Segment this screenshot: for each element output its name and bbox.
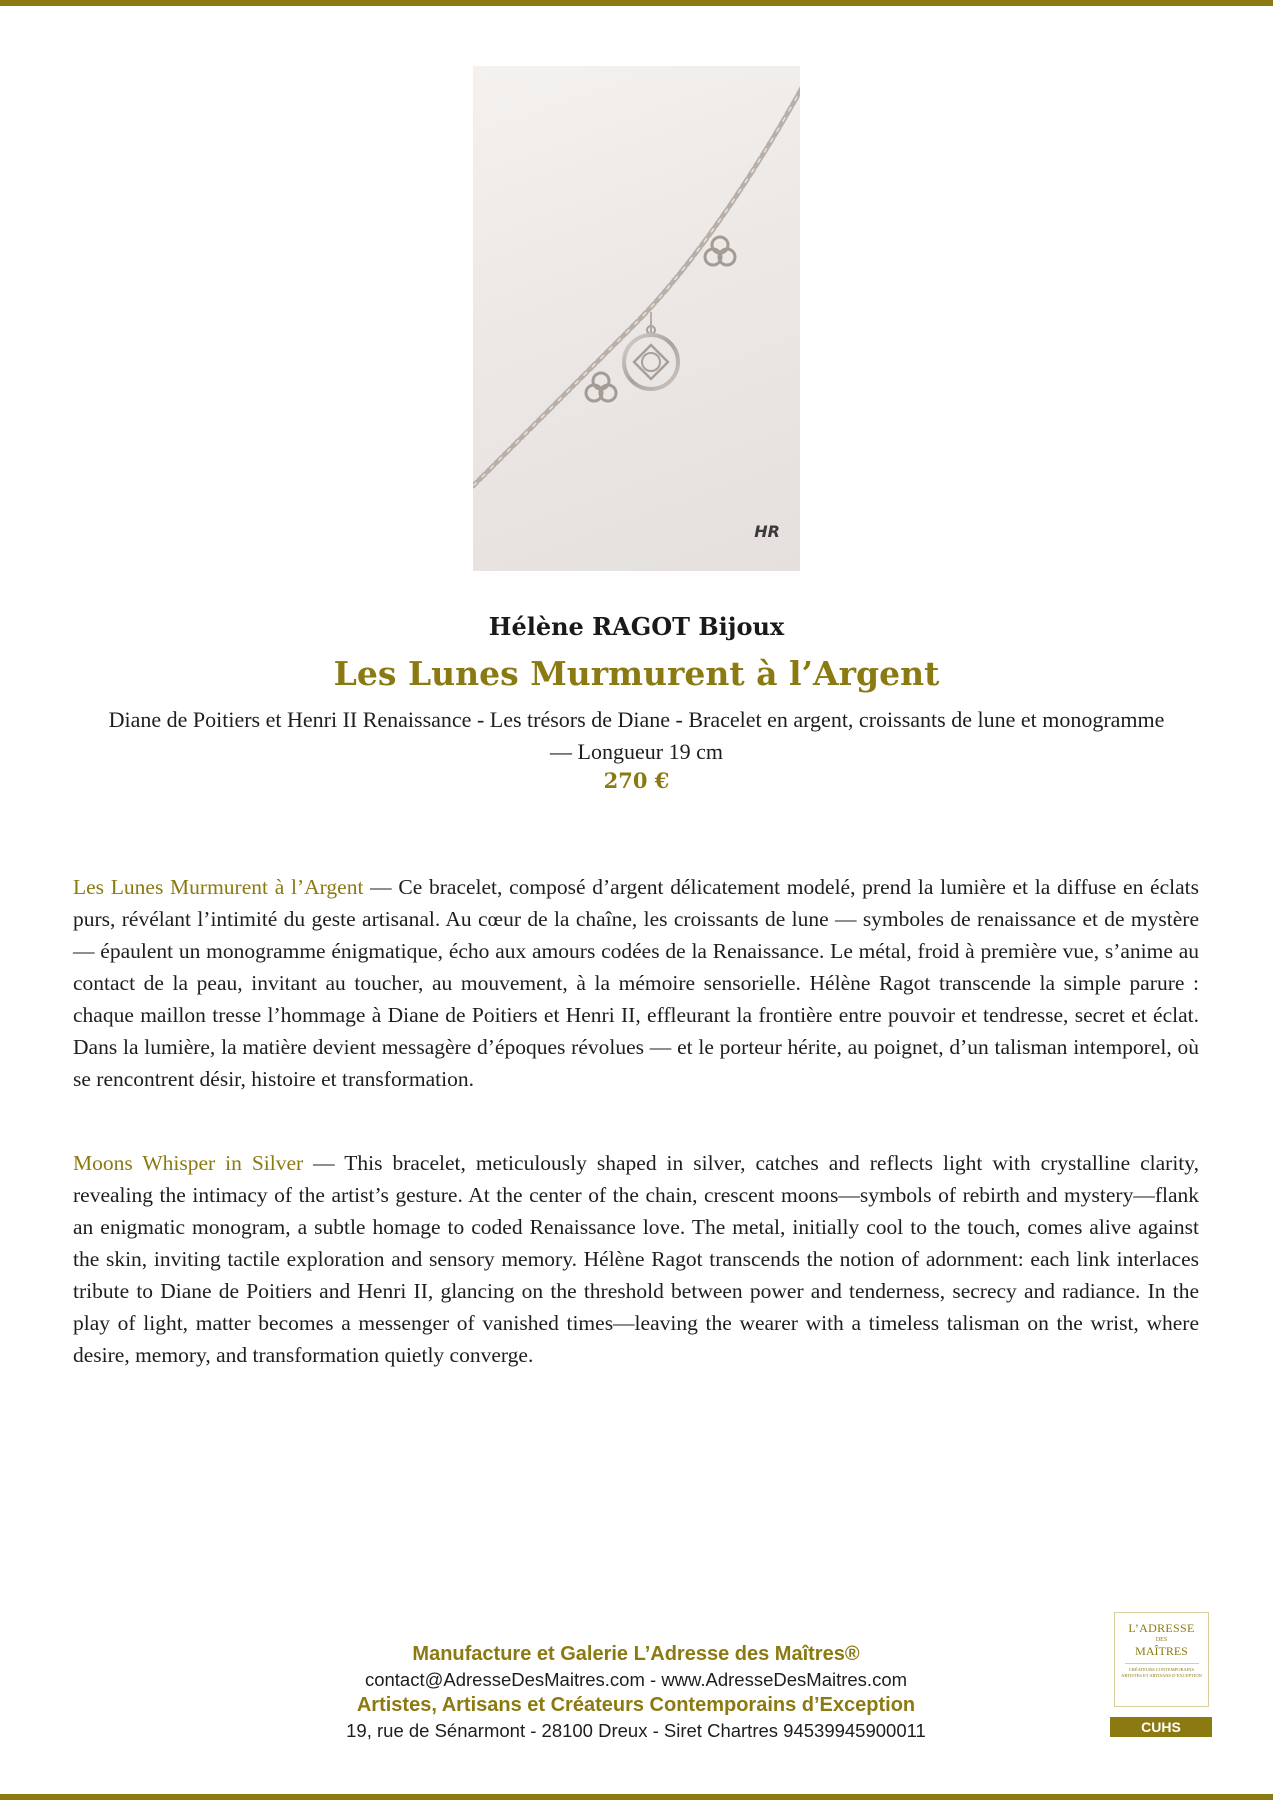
footer-address: 19, rue de Sénarmont - 28100 Dreux - Siret Chartres 94539945900011 — [346, 1720, 926, 1741]
description-french-lead: Les Lunes Murmurent à l’Argent — [73, 875, 364, 899]
description-french-body: — Ce bracelet, composé d’argent délicatement modelé, prend la lumière et la diffuse en éclats purs, révélant l’intimité du geste artisanal. Au cœur de la chaîne, les croissants de lune — symboles de renaissance et de mystère — épaulent un monogramme énigmatique, écho aux amours codées de la Renaissance. Le métal, froid à première vue, s’anime au contact de la peau, invitant au toucher, au mouvement, à la mémoire sensorielle. Hélène Ragot transcende la simple parure : chaque maillon tresse l’hommage à Diane de Poitiers et Henri II, effleurant la frontière entre pouvoir et tendresse, secret et éclat. Dans la lumière, la matière devient messagère d’époques révolues — et le porteur hérite, au poignet, d’un talisman intemporel, où se rencontrent désir, histoire et transformation. — [73, 875, 1199, 1091]
footer-contact: contact@AdresseDesMaitres.com - www.AdresseDesMaitres.com — [364, 1669, 908, 1690]
logo-badge: CUHS — [1110, 1717, 1212, 1737]
logo-divider — [1125, 1663, 1199, 1664]
artist-name: Hélène RAGOT Bijoux — [488, 612, 785, 641]
logo-line-3: MAÎTRES — [1135, 1644, 1188, 1658]
product-price: 270 € — [603, 768, 670, 793]
description-french — [73, 871, 1199, 1095]
product-title: Les Lunes Murmurent à l’Argent — [333, 654, 940, 693]
crescent-charm-right — [705, 237, 735, 265]
silver-bracelet-photo — [473, 66, 800, 571]
footer-company: Manufacture et Galerie L’Adresse des Maîtres® — [412, 1643, 860, 1665]
monogram-square — [634, 345, 668, 379]
logo-line-1: L’ADRESSE — [1128, 1621, 1195, 1635]
bottom-rule — [0, 1794, 1273, 1800]
description-english-lead: Moons Whisper in Silver — [73, 1151, 304, 1175]
logo-line-4: CRÉATEURS CONTEMPORAINS ARTISTES ET ARTISANS D’EXCEPTION — [1121, 1667, 1202, 1678]
monogram-inner-ring — [642, 353, 660, 371]
product-subtitle: Diane de Poitiers et Henri II Renaissance - Les trésors de Diane - Bracelet en argent, croissants de lune et monogramme — Longueur 19 cm — [108, 707, 1165, 764]
gallery-logo — [1114, 1612, 1209, 1707]
logo-line-2: DES — [1155, 1637, 1168, 1643]
footer — [236, 1641, 1036, 1743]
monogram-medallion — [624, 335, 678, 389]
description-english — [73, 1147, 1199, 1371]
top-rule — [0, 0, 1273, 6]
photo-signature-mark: HR — [754, 522, 780, 541]
footer-tagline: Artistes, Artisans et Créateurs Contemporains d’Exception — [356, 1694, 916, 1716]
description-english-body: — This bracelet, meticulously shaped in silver, catches and reflects light with crystalline clarity, revealing the intimacy of the artist’s gesture. At the center of the chain, crescent moons—symbols of rebirth and mystery—flank an enigmatic monogram, a subtle homage to coded Renaissance love. The metal, initially cool to the touch, comes alive against the skin, inviting tactile exploration and sensory memory. Hélène Ragot transcends the notion of adornment: each link interlaces tribute to Diane de Poitiers and Henri II, glancing on the threshold between power and tenderness, secrecy and radiance. In the play of light, matter becomes a messenger of vanished times—leaving the wearer with a timeless talisman on the wrist, where desire, memory, and transformation quietly converge. — [73, 1151, 1199, 1367]
crescent-charm-left — [586, 373, 616, 401]
product-photo — [473, 66, 800, 571]
